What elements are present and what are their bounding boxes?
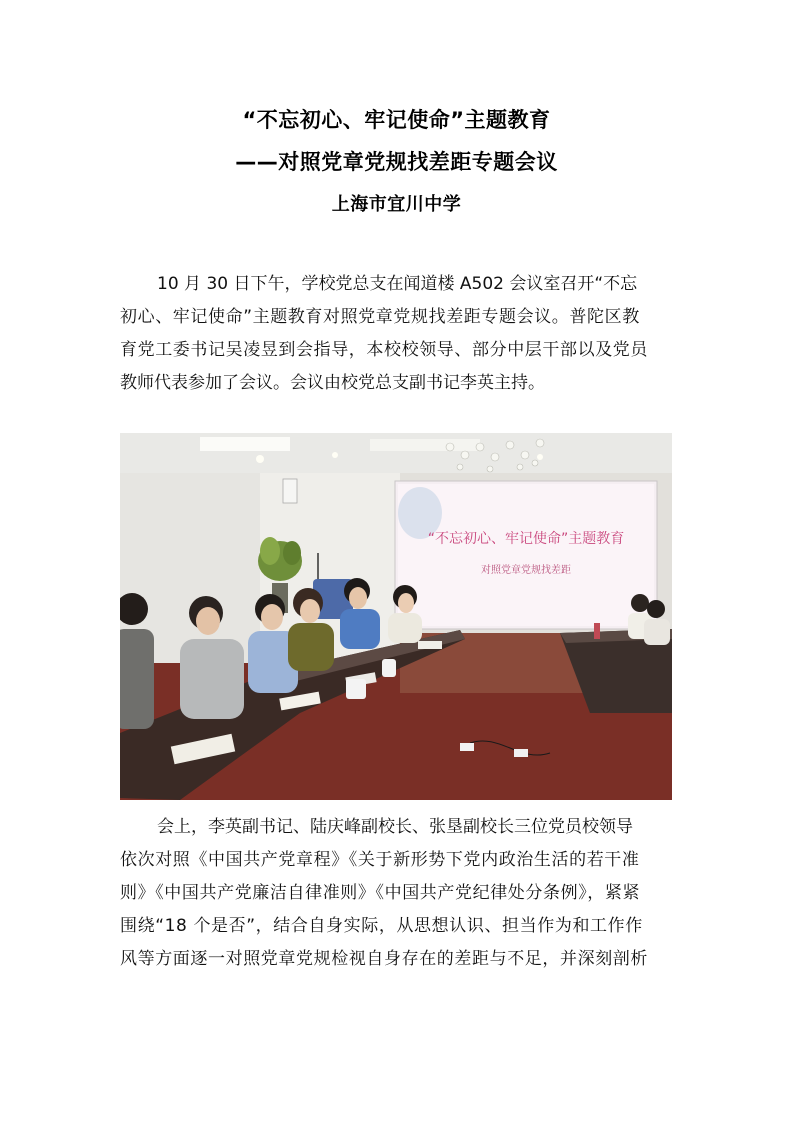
- document-title-line1: “不忘初心、牢记使命”主题教育: [242, 108, 551, 132]
- paragraph-line: 教师代表参加了会议。会议由校党总支副书记李英主持。: [120, 373, 545, 393]
- paragraph-line: 10 月 30 日下午，学校党总支在闻道楼 A502 会议室召开“不忘: [157, 274, 638, 294]
- paragraph-line: 则》《中国共产党廉洁自律准则》《中国共产党纪律处分条例》，紧紧: [120, 883, 641, 903]
- meeting-photo: [120, 433, 672, 800]
- paragraph-line: 依次对照《中国共产党章程》《关于新形势下党内政治生活的若干准: [120, 850, 640, 870]
- document-title-line2: ——对照党章党规找差距专题会议: [235, 150, 558, 174]
- paragraph-line: 初心、牢记使命”主题教育对照党章党规找差距专题会议。普陀区教: [120, 307, 640, 327]
- paragraph-line: 围绕“18 个是否”，结合自身实际，从思想认识、担当作为和工作作: [120, 916, 643, 936]
- paragraph-meeting: [120, 811, 673, 976]
- screen-subtitle: 对照党章党规找差距: [481, 565, 571, 576]
- paragraph-intro: [120, 268, 673, 400]
- paragraph-line: 会上，李英副书记、陆庆峰副校长、张垦副校长三位党员校领导: [157, 817, 633, 837]
- paragraph-line: 育党工委书记吴凌昱到会指导，本校校领导、部分中层干部以及党员: [120, 340, 648, 360]
- school-name: 上海市宜川中学: [331, 194, 462, 215]
- screen-title: “不忘初心、牢记使命”主题教育: [427, 531, 625, 547]
- paragraph-line: 风等方面逐一对照党章党规检视自身存在的差距与不足，并深刻剖析: [120, 949, 648, 969]
